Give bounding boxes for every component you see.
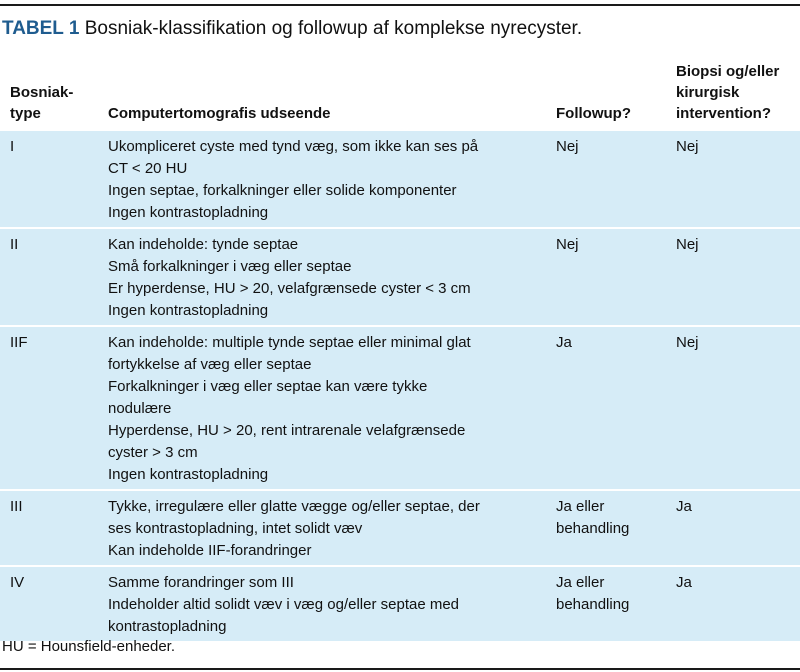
cell-intervention bbox=[676, 129, 800, 227]
table-row bbox=[0, 129, 800, 227]
cell-line: Nej bbox=[676, 334, 699, 351]
cell-line: Små forkalkninger i væg eller septae bbox=[108, 258, 352, 275]
footnote: HU = Hounsfield-enheder. bbox=[2, 638, 176, 655]
cell-bosniak-type bbox=[0, 489, 108, 565]
cell-followup bbox=[556, 325, 676, 489]
cell-line: Ja bbox=[676, 574, 692, 591]
header-line: kirurgisk bbox=[676, 84, 740, 101]
cell-line: III bbox=[10, 498, 23, 515]
cell-intervention bbox=[676, 489, 800, 565]
cell-intervention bbox=[676, 227, 800, 325]
header-row bbox=[0, 56, 800, 129]
cell-followup bbox=[556, 565, 676, 641]
cell-line: Ja eller bbox=[556, 574, 605, 591]
table-row bbox=[0, 227, 800, 325]
cell-followup bbox=[556, 129, 676, 227]
cell-intervention bbox=[676, 325, 800, 489]
cell-line: Indeholder altid solidt væv i væg og/eller septae med bbox=[108, 596, 460, 613]
cell-line: Kan indeholde: tynde septae bbox=[108, 236, 299, 253]
cell-line: Ja bbox=[556, 334, 572, 351]
cell-bosniak-type bbox=[0, 227, 108, 325]
cell-line: Ja bbox=[676, 498, 692, 515]
cell-line: Ingen septae, forkalkninger eller solide komponenter bbox=[108, 182, 457, 199]
header-appearance bbox=[108, 56, 556, 129]
cell-line: Nej bbox=[556, 236, 579, 253]
cell-line: behandling bbox=[556, 596, 630, 613]
cell-line: Kan indeholde: multiple tynde septae eller minimal glat bbox=[108, 334, 471, 351]
cell-appearance bbox=[108, 227, 556, 325]
cell-appearance bbox=[108, 325, 556, 489]
header-line: Followup? bbox=[556, 105, 631, 122]
top-rule bbox=[0, 4, 800, 6]
cell-line: Ingen kontrastopladning bbox=[108, 204, 269, 221]
cell-line: Ingen kontrastopladning bbox=[108, 466, 269, 483]
cell-line: Ingen kontrastopladning bbox=[108, 302, 269, 319]
cell-line: ses kontrastopladning, intet solidt væv bbox=[108, 520, 363, 537]
header-line: Bosniak- bbox=[10, 84, 74, 101]
table-caption: Bosniak-klassifikation og followup af komplekse nyrecyster. bbox=[84, 18, 583, 39]
header-line: intervention? bbox=[676, 105, 772, 122]
header-line: Biopsi og/eller bbox=[676, 63, 780, 80]
header-line: Computertomografis udseende bbox=[108, 105, 331, 122]
cell-line: Hyperdense, HU > 20, rent intrarenale velafgrænsede bbox=[108, 422, 466, 439]
table-title bbox=[2, 16, 582, 42]
cell-line: fortykkelse af væg eller septae bbox=[108, 356, 312, 373]
cell-line: Ukompliceret cyste med tynd væg, som ikke kan ses på bbox=[108, 138, 479, 155]
cell-bosniak-type bbox=[0, 129, 108, 227]
cell-line: I bbox=[10, 138, 15, 155]
cell-line: IV bbox=[10, 574, 25, 591]
cell-appearance bbox=[108, 489, 556, 565]
bottom-rule bbox=[0, 668, 800, 670]
table-row bbox=[0, 489, 800, 565]
cell-appearance bbox=[108, 565, 556, 641]
bosniak-table bbox=[0, 56, 800, 641]
cell-line: Nej bbox=[676, 138, 699, 155]
cell-bosniak-type bbox=[0, 325, 108, 489]
cell-line: Kan indeholde IIF-forandringer bbox=[108, 542, 312, 559]
cell-line: IIF bbox=[10, 334, 28, 351]
cell-line: behandling bbox=[556, 520, 630, 537]
cell-line: Nej bbox=[676, 236, 699, 253]
cell-line: Forkalkninger i væg eller septae kan være tykke bbox=[108, 378, 428, 395]
cell-bosniak-type bbox=[0, 565, 108, 641]
cell-line: CT < 20 HU bbox=[108, 160, 188, 177]
cell-line: kontrastopladning bbox=[108, 618, 227, 635]
cell-appearance bbox=[108, 129, 556, 227]
cell-line: Ja eller bbox=[556, 498, 605, 515]
header-intervention bbox=[676, 56, 800, 129]
cell-line: II bbox=[10, 236, 19, 253]
header-line: type bbox=[10, 105, 41, 122]
cell-line: nodulære bbox=[108, 400, 172, 417]
cell-line: Tykke, irregulære eller glatte vægge og/eller septae, der bbox=[108, 498, 480, 515]
cell-followup bbox=[556, 489, 676, 565]
cell-intervention bbox=[676, 565, 800, 641]
cell-line: Er hyperdense, HU > 20, velafgrænsede cyster < 3 cm bbox=[108, 280, 471, 297]
cell-line: cyster > 3 cm bbox=[108, 444, 198, 461]
cell-followup bbox=[556, 227, 676, 325]
table-label: TABEL 1 bbox=[2, 18, 80, 39]
table-row bbox=[0, 565, 800, 641]
cell-line: Nej bbox=[556, 138, 579, 155]
header-bosniak-type bbox=[0, 56, 108, 129]
header-followup bbox=[556, 56, 676, 129]
cell-line: Samme forandringer som III bbox=[108, 574, 294, 591]
table-row bbox=[0, 325, 800, 489]
